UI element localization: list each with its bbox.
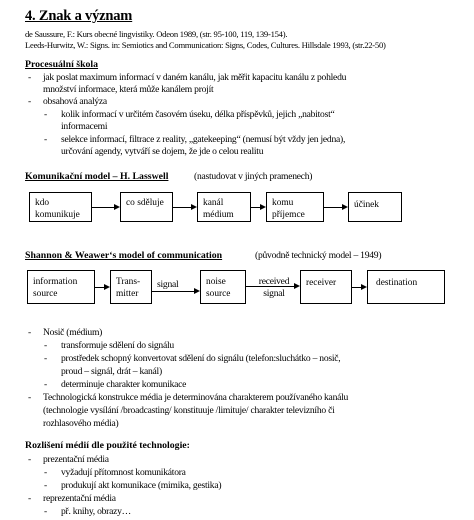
shannon-note: (původně technický model – 1949) [255,250,382,261]
lasswell-box-what: co sděluje [120,192,173,222]
bullet-dash: - [44,480,47,491]
bullet-dash: - [44,379,47,390]
bullet-dash: - [28,454,31,465]
shannon-box-receiver: receiver [300,270,352,304]
bullet-dash: - [28,72,31,83]
process-item: jak poslat maximum informací v daném kanálu, jak měřit kapacitu kanálu z pohledu [43,72,347,83]
bullet-dash: - [44,134,47,145]
classification-item: prezentační média [43,454,109,465]
arrow-line [324,207,343,208]
lasswell-box-effect: účinek [348,192,402,222]
received-signal-label: received signal [258,276,290,299]
process-item: obsahová analýza [43,96,107,107]
classification-subitem: vyžadují přítomnost komunikátora [61,467,186,478]
shannon-heading: Shannon & Weawer‘s model of communication [25,250,223,261]
medium-subitem: transformuje sdělení do signálu [61,340,174,351]
lasswell-box-channel: kanál médium [197,192,251,222]
classification-subitem: př. knihy, obrazy… [61,506,132,517]
bullet-dash: - [28,96,31,107]
medium-item: rozhlasového média) [43,418,119,429]
bullet-dash: - [28,493,31,504]
process-item: množství informace, která může kanálem projít [43,84,214,95]
medium-subitem: proud – signál, drát – kanál) [61,366,162,377]
shannon-box-noise-source: noise source [200,270,246,304]
bullet-dash: - [28,327,31,338]
medium-subitem: determinuje charakter komunikace [61,379,187,390]
lasswell-box-who: kdo komunikuje [29,192,92,222]
process-school-heading: Procesuální škola [25,59,99,70]
arrow-line [246,286,295,287]
medium-item: Technologická konstrukce média je determinována charakterem používaného kanálu [43,392,349,403]
lasswell-heading: Komunikační model – H. Lasswell [25,171,169,182]
reference-saussure: de Saussure, F.: Kurs obecné lingvistiky. Odeon 1989, (str. 95-100, 119, 139-154). [25,29,288,39]
shannon-box-information-source: information source [27,270,95,304]
medium-item: Nosič (médium) [43,327,103,338]
process-subitem: informacemi [61,121,108,132]
page-title: 4. Znak a význam [25,8,133,24]
bullet-dash: - [44,506,47,517]
bullet-dash: - [44,353,47,364]
bullet-dash: - [44,467,47,478]
lasswell-note: (nastudovat v jiných pramenech) [194,171,313,182]
classification-heading: Rozlišení médií dle použité technologie: [25,440,190,451]
medium-subitem: prostředek schopný konvertovat sdělení do signálu (telefon:sluchátko – nosič, [61,353,341,364]
process-subitem: určování agendy, vytváří se dojem, že jde o celou realitu [61,146,264,157]
arrow-line [92,207,115,208]
reference-leeds-hurwitz: Leeds-Hurwitz, W.: Signs. in: Semiotics and Communication: Signs, Codes, Cultures. Hillsdale 1993, (str.22-50) [25,40,386,50]
bullet-dash: - [44,109,47,120]
arrow-line [173,207,192,208]
bullet-dash: - [28,392,31,403]
bullet-dash: - [44,340,47,351]
process-subitem: selekce informací, filtrace z reality, „gatekeeping“ (nemusí být vždy jen jedna), [61,134,346,145]
classification-item: reprezentační média [43,493,116,504]
lasswell-box-whom: komu příjemce [266,192,324,222]
classification-subitem: produkují akt komunikace (mimika, gestika) [61,480,222,491]
medium-item: (technologie vysílání /broadcasting/ konstituuje /limituje/ charakter televizního či [43,405,335,416]
shannon-box-transmitter: Trans-mitter [110,270,152,304]
signal-label: signal [157,279,179,290]
shannon-box-destination: destination [367,270,445,304]
process-subitem: kolik informací v určitém časovém úseku, délka příspěvků, jejich „nabitost“ [61,109,335,120]
arrow-line [152,291,195,292]
